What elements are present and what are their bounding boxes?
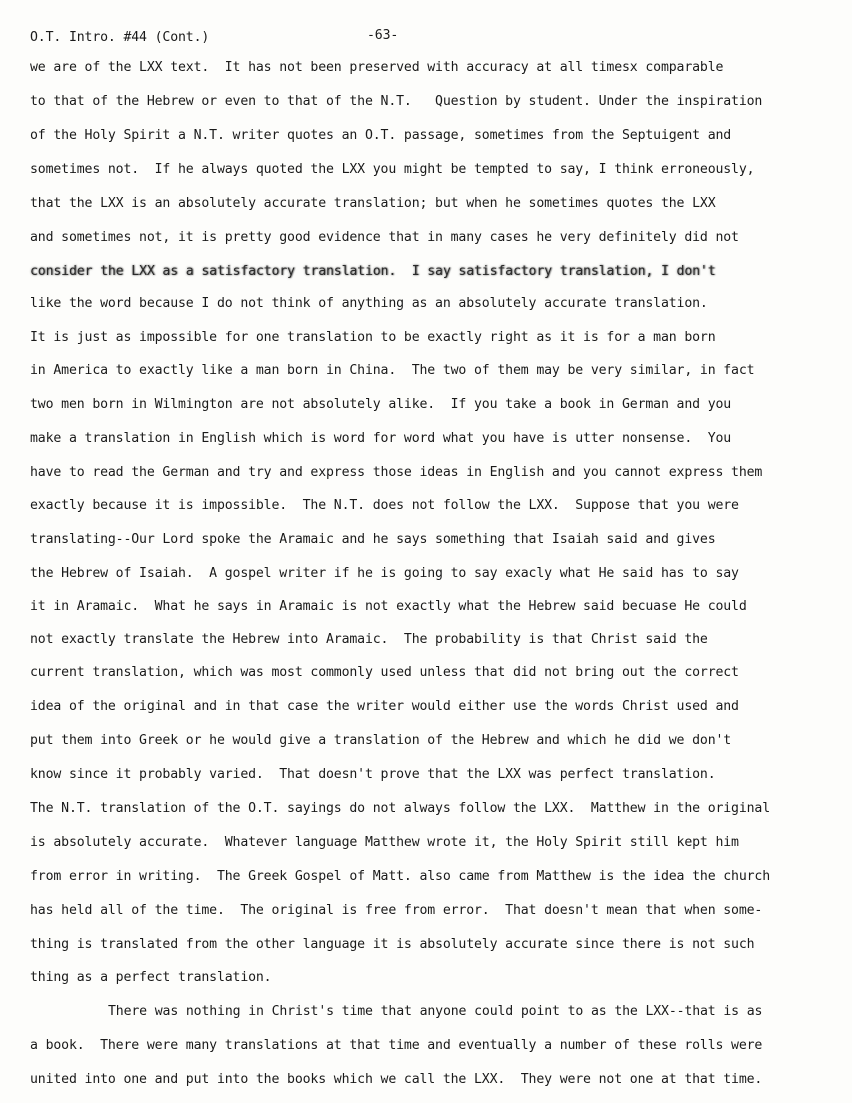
body-line: put them into Greek or he would give a translation of the Hebrew and which he did we don't [30,733,732,748]
body-line: consider the LXX as a satisfactory translation. I say satisfactory translation, I don't [30,264,716,279]
body-line: like the word because I do not think of anything as an absolutely accurate translation. [30,296,708,311]
body-line: thing as a perfect translation. [30,970,272,985]
body-line: to that of the Hebrew or even to that of the N.T. Question by student. Under the inspiration [30,94,763,109]
body-line: a book. There were many translations at that time and eventually a number of these rolls were [30,1038,763,1053]
body-line: idea of the original and in that case the writer would either use the words Christ used and [30,699,739,714]
body-line: The N.T. translation of the O.T. sayings do not always follow the LXX. Matthew in the original [30,801,771,816]
page-number: -63- [367,28,399,43]
body-line: There was nothing in Christ's time that anyone could point to as the LXX--that is as [108,1004,763,1019]
body-line: current translation, which was most commonly used unless that did not bring out the correct [30,665,739,680]
body-line: have to read the German and try and express those ideas in English and you cannot express them [30,465,763,480]
body-line: has held all of the time. The original is free from error. That doesn't mean that when some- [30,903,763,918]
body-line: we are of the LXX text. It has not been preserved with accuracy at all timesx comparable [30,60,724,75]
body-line: It is just as impossible for one translation to be exactly right as it is for a man born [30,330,716,345]
body-line: exactly because it is impossible. The N.T. does not follow the LXX. Suppose that you were [30,498,739,513]
body-line: is absolutely accurate. Whatever language Matthew wrote it, the Holy Spirit still kept him [30,835,739,850]
body-line: from error in writing. The Greek Gospel of Matt. also came from Matthew is the idea the church [30,869,771,884]
body-line: sometimes not. If he always quoted the LXX you might be tempted to say, I think erroneously, [30,162,755,177]
body-line: not exactly translate the Hebrew into Aramaic. The probability is that Christ said the [30,632,708,647]
document-header-title: O.T. Intro. #44 (Cont.) [30,30,210,45]
body-line: two men born in Wilmington are not absolutely alike. If you take a book in German and you [30,397,732,412]
body-line: thing is translated from the other language it is absolutely accurate since there is not such [30,937,755,952]
body-line: translating--Our Lord spoke the Aramaic and he says something that Isaiah said and gives [30,532,716,547]
body-line: that the LXX is an absolutely accurate translation; but when he sometimes quotes the LXX [30,196,716,211]
body-line: united into one and put into the books which we call the LXX. They were not one at that time. [30,1072,763,1087]
body-line: in America to exactly like a man born in China. The two of them may be very similar, in fact [30,363,755,378]
body-line: and sometimes not, it is pretty good evidence that in many cases he very definitely did not [30,230,739,245]
body-line: of the Holy Spirit a N.T. writer quotes an O.T. passage, sometimes from the Septuigent and [30,128,732,143]
body-line: the Hebrew of Isaiah. A gospel writer if he is going to say exacly what He said has to say [30,566,739,581]
body-line: know since it probably varied. That doesn't prove that the LXX was perfect translation. [30,767,716,782]
body-line: it in Aramaic. What he says in Aramaic is not exactly what the Hebrew said becuase He could [30,599,747,614]
body-line: make a translation in English which is word for word what you have is utter nonsense. You [30,431,732,446]
